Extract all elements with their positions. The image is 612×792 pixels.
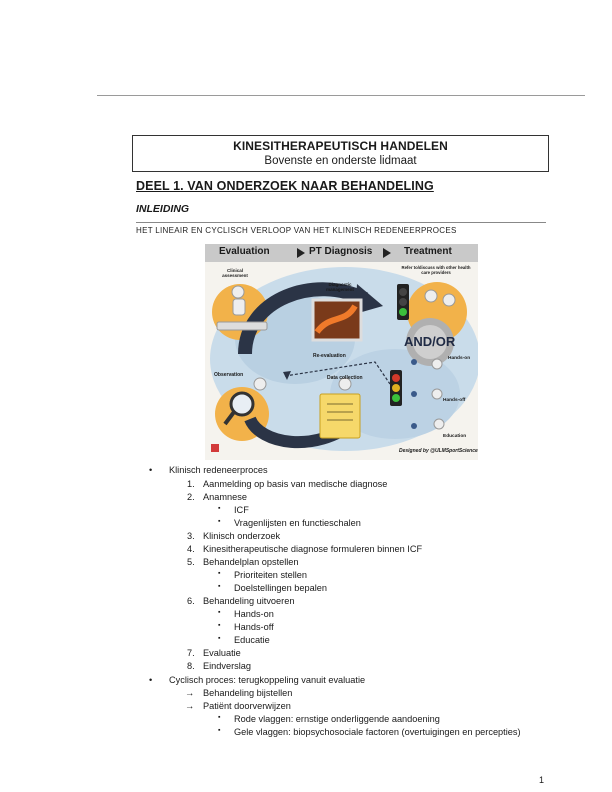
figure-person-4 <box>425 290 437 302</box>
figure-label-observation: Observation <box>214 372 244 378</box>
figure-credit: Designed by @ULMSportScience <box>399 448 478 454</box>
list-item: Doelstellingen bepalen <box>234 583 327 593</box>
list-marker: ▪ <box>218 635 221 642</box>
figure-label-data-collection: Data collection <box>327 375 363 381</box>
list-item: Behandeling bijstellen <box>203 688 293 698</box>
figure-label-re-evaluation: Re-evaluation <box>313 353 346 359</box>
list-item: ICF <box>234 505 249 515</box>
part-heading: DEEL 1. VAN ONDERZOEK NAAR BEHANDELING <box>136 179 434 193</box>
magnifier <box>231 393 253 415</box>
list-item: Hands-on <box>234 609 274 619</box>
list-item: Educatie <box>234 635 270 645</box>
list-item: Behandeling uitvoeren <box>203 596 295 606</box>
list-item: Evaluatie <box>203 648 241 658</box>
figure-label-diagnostic-management: Diagnostic management <box>326 282 354 292</box>
figure-label-and-or: AND/OR <box>404 334 456 349</box>
list-marker: ▪ <box>218 727 221 734</box>
figure-label-pt-diagnosis: PT Diagnosis <box>309 246 373 257</box>
figure-person-1 <box>232 286 244 298</box>
list-item: Rode vlaggen: ernstige onderliggende aandoening <box>234 714 440 724</box>
page-number: 1 <box>539 775 545 785</box>
figure-label-hands-on: Hands-on <box>448 356 471 361</box>
list-marker: 2. <box>187 492 195 502</box>
list-marker: 5. <box>187 557 195 567</box>
list-marker: ▪ <box>218 583 221 590</box>
figure-person-5 <box>432 359 442 369</box>
list-item: Vragenlijsten en functieschalen <box>234 518 361 528</box>
list-item: Patiënt doorverwijzen <box>203 701 291 711</box>
clinical-reasoning-figure <box>205 244 478 460</box>
list-marker: ▪ <box>218 622 221 629</box>
list-marker: • <box>149 675 153 685</box>
list-item: Eindverslag <box>203 661 252 671</box>
figure-label-hands-off: Hands-off <box>443 398 466 403</box>
list-item: Prioriteiten stellen <box>234 570 308 580</box>
list-marker: 1. <box>187 479 195 489</box>
document-title: KINESITHERAPEUTISCH HANDELEN <box>233 139 448 153</box>
list-marker: 7. <box>187 648 195 658</box>
list-marker: 4. <box>187 544 195 554</box>
list-item: Aanmelding op basis van medische diagnose <box>203 479 388 489</box>
figure-label-clinical-assessment: Clinical assessment <box>222 268 248 278</box>
list-marker: • <box>149 465 153 475</box>
blue-dot <box>411 359 417 365</box>
subsection-rule <box>136 222 546 223</box>
header-rule <box>97 95 585 96</box>
figure-person-2 <box>254 378 266 390</box>
list-item: Cyclisch proces: terugkoppeling vanuit evaluatie <box>169 675 366 685</box>
list-marker: ▪ <box>218 518 221 525</box>
list-marker: 6. <box>187 596 195 606</box>
list-item: Gele vlaggen: biopsychosociale factoren (overtuigingen en percepties) <box>234 727 521 737</box>
list-marker: ▪ <box>218 714 221 721</box>
document-subtitle: Bovenste en onderste lidmaat <box>264 155 417 167</box>
list-marker: ▪ <box>218 505 221 512</box>
section-heading: INLEIDING <box>136 203 190 215</box>
figure-label-refer: Refer to/discuss with other health care providers <box>401 265 471 275</box>
subsection-heading: HET LINEAIR EN CYCLISCH VERLOOP VAN HET KLINISCH REDENEERPROCES <box>136 226 457 235</box>
figure-label-evaluation: Evaluation <box>219 246 270 257</box>
list-marker: 8. <box>187 661 195 671</box>
list-marker: ▪ <box>218 609 221 616</box>
university-logo <box>211 444 219 452</box>
figure-label-treatment: Treatment <box>404 246 452 257</box>
list-marker: ▪ <box>218 570 221 577</box>
list-marker: 3. <box>187 531 195 541</box>
list-marker: → <box>185 701 195 711</box>
list-item: Behandelplan opstellen <box>203 557 299 567</box>
list-item: Klinisch onderzoek <box>203 531 281 541</box>
clipboard <box>320 394 360 438</box>
list-item: Hands-off <box>234 622 274 632</box>
list-item: Anamnese <box>203 492 247 502</box>
list-marker: → <box>185 688 195 698</box>
figure-label-education: Education <box>443 434 467 439</box>
list-item: Klinisch redeneerproces <box>169 465 268 475</box>
title-box <box>132 135 549 172</box>
list-item: Kinesitherapeutische diagnose formuleren binnen ICF <box>203 544 423 554</box>
